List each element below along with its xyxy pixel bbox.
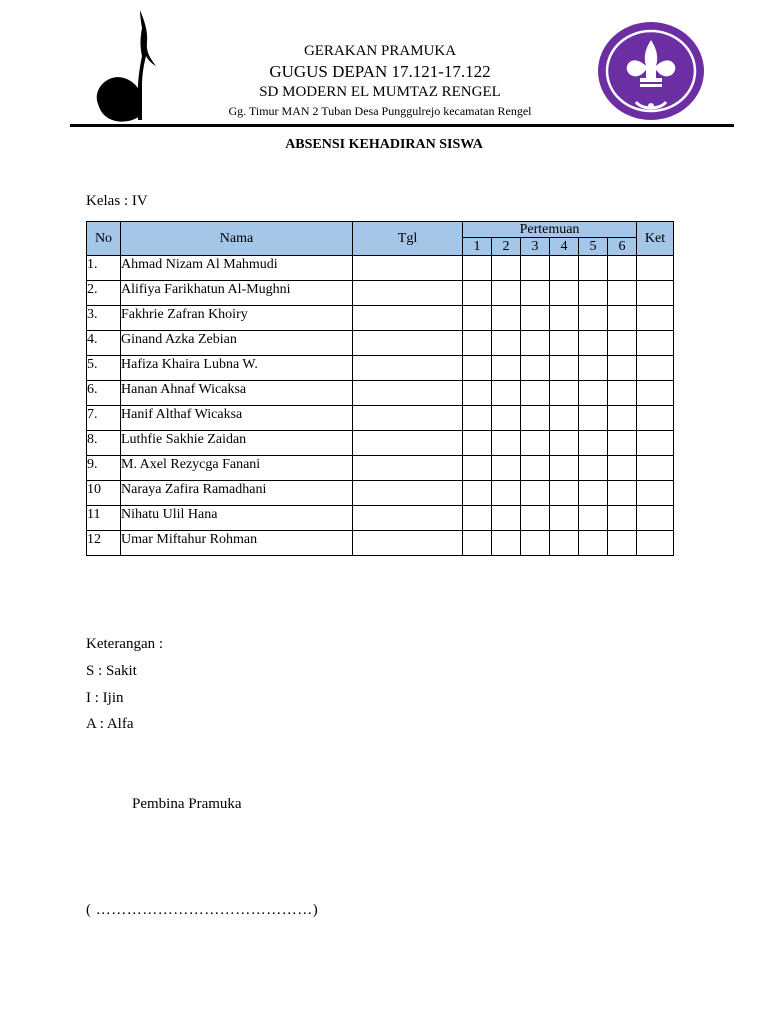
row-number: 10 [87,481,121,506]
page-title: ABSENSI KEHADIRAN SISWA [285,137,483,152]
legend-alfa: A : Alfa [86,716,134,732]
attendance-cell [492,281,521,306]
table-row [87,356,674,381]
date-cell [353,331,463,356]
attendance-cell [608,256,637,281]
attendance-cell [463,406,492,431]
date-cell [353,256,463,281]
attendance-cell [579,356,608,381]
table-row [87,431,674,456]
date-cell [353,456,463,481]
attendance-cell [463,331,492,356]
attendance-cell [579,331,608,356]
pertemuan-number: 3 [521,238,550,256]
student-name: Hafiza Khaira Lubna W. [121,356,353,381]
row-number: 1. [87,256,121,281]
date-cell [353,356,463,381]
attendance-cell [521,331,550,356]
attendance-cell [608,331,637,356]
attendance-cell [521,256,550,281]
date-cell [353,281,463,306]
table-row [87,331,674,356]
ket-cell [637,331,674,356]
signatory-title: Pembina Pramuka [132,796,242,812]
attendance-cell [579,306,608,331]
attendance-cell [579,506,608,531]
attendance-cell [608,431,637,456]
attendance-cell [550,506,579,531]
date-cell [353,506,463,531]
attendance-cell [463,531,492,556]
class-label: Kelas : IV [86,193,148,209]
attendance-cell [521,531,550,556]
student-name: Ginand Azka Zebian [121,331,353,356]
attendance-cell [492,506,521,531]
attendance-rows [87,256,674,556]
attendance-cell [550,381,579,406]
table-row [87,381,674,406]
attendance-cell [463,431,492,456]
attendance-table [86,221,674,556]
attendance-cell [492,456,521,481]
table-row [87,281,674,306]
date-cell [353,431,463,456]
table-row [87,406,674,431]
table-row [87,506,674,531]
ket-cell [637,456,674,481]
attendance-cell [463,506,492,531]
attendance-cell [579,481,608,506]
attendance-cell [492,306,521,331]
date-cell [353,381,463,406]
attendance-cell [550,306,579,331]
gugus-depan: GUGUS DEPAN 17.121-17.122 [269,62,491,81]
col-header-no: No [87,222,121,256]
row-number: 11 [87,506,121,531]
legend-ijin: I : Ijin [86,690,124,706]
attendance-cell [579,406,608,431]
attendance-cell [550,406,579,431]
row-number: 4. [87,331,121,356]
student-name: Fakhrie Zafran Khoiry [121,306,353,331]
attendance-cell [608,531,637,556]
attendance-cell [463,381,492,406]
table-row [87,456,674,481]
attendance-cell [492,431,521,456]
attendance-cell [608,381,637,406]
row-number: 2. [87,281,121,306]
attendance-cell [521,381,550,406]
col-header-nama: Nama [121,222,353,256]
attendance-cell [521,456,550,481]
attendance-cell [521,406,550,431]
student-name: Ahmad Nizam Al Mahmudi [121,256,353,281]
col-header-pertemuan: Pertemuan [463,222,637,238]
attendance-cell [579,256,608,281]
attendance-cell [550,356,579,381]
table-row [87,481,674,506]
student-name: Hanan Ahnaf Wicaksa [121,381,353,406]
ket-cell [637,506,674,531]
col-header-ket: Ket [637,222,674,256]
attendance-cell [550,281,579,306]
attendance-cell [608,281,637,306]
attendance-cell [579,456,608,481]
attendance-cell [608,356,637,381]
attendance-cell [579,531,608,556]
attendance-cell [550,531,579,556]
attendance-cell [463,456,492,481]
pertemuan-number: 1 [463,238,492,256]
row-number: 8. [87,431,121,456]
student-name: Naraya Zafira Ramadhani [121,481,353,506]
date-cell [353,481,463,506]
attendance-cell [608,506,637,531]
legend-title: Keterangan : [86,636,164,652]
table-row [87,306,674,331]
ket-cell [637,431,674,456]
row-number: 6. [87,381,121,406]
student-name: M. Axel Rezycga Fanani [121,456,353,481]
ket-cell [637,481,674,506]
pertemuan-number: 4 [550,238,579,256]
row-number: 7. [87,406,121,431]
tunas-kelapa-icon [92,8,164,122]
attendance-cell [492,406,521,431]
ket-cell [637,281,674,306]
school-address: Gg. Timur MAN 2 Tuban Desa Punggulrejo kecamatan Rengel [228,104,532,118]
school-name: SD MODERN EL MUMTAZ RENGEL [259,84,501,100]
attendance-cell [550,256,579,281]
attendance-cell [463,306,492,331]
row-number: 12 [87,531,121,556]
org-name: GERAKAN PRAMUKA [303,43,457,59]
student-name: Luthfie Sakhie Zaidan [121,431,353,456]
ket-cell [637,256,674,281]
attendance-cell [521,306,550,331]
attendance-cell [463,256,492,281]
ket-cell [637,356,674,381]
student-name: Alifiya Farikhatun Al-Mughni [121,281,353,306]
date-cell [353,306,463,331]
attendance-cell [521,356,550,381]
student-name: Umar Miftahur Rohman [121,531,353,556]
table-row [87,531,674,556]
signature-line: ( ……………………………………) [86,902,319,918]
attendance-cell [463,281,492,306]
attendance-cell [521,506,550,531]
row-number: 9. [87,456,121,481]
attendance-cell [579,431,608,456]
ket-cell [637,306,674,331]
attendance-cell [463,356,492,381]
ket-cell [637,531,674,556]
date-cell [353,406,463,431]
attendance-cell [550,456,579,481]
date-cell [353,531,463,556]
header-divider [70,124,734,127]
attendance-cell [492,381,521,406]
attendance-cell [521,281,550,306]
attendance-cell [492,331,521,356]
table-row [87,256,674,281]
attendance-cell [550,481,579,506]
pertemuan-number: 5 [579,238,608,256]
attendance-cell [463,481,492,506]
attendance-cell [492,531,521,556]
attendance-cell [492,256,521,281]
attendance-cell [521,431,550,456]
attendance-cell [608,481,637,506]
row-number: 3. [87,306,121,331]
attendance-cell [521,481,550,506]
attendance-cell [492,481,521,506]
pertemuan-number: 6 [608,238,637,256]
ket-cell [637,381,674,406]
student-name: Nihatu Ulil Hana [121,506,353,531]
attendance-cell [492,356,521,381]
row-number: 5. [87,356,121,381]
legend-sakit: S : Sakit [86,663,137,679]
attendance-cell [550,431,579,456]
attendance-cell [608,456,637,481]
pertemuan-number: 2 [492,238,521,256]
attendance-cell [579,281,608,306]
attendance-cell [608,306,637,331]
col-header-tgl: Tgl [353,222,463,256]
attendance-cell [608,406,637,431]
attendance-cell [550,331,579,356]
student-name: Hanif Althaf Wicaksa [121,406,353,431]
world-scout-emblem-icon [596,20,706,122]
attendance-cell [579,381,608,406]
ket-cell [637,406,674,431]
